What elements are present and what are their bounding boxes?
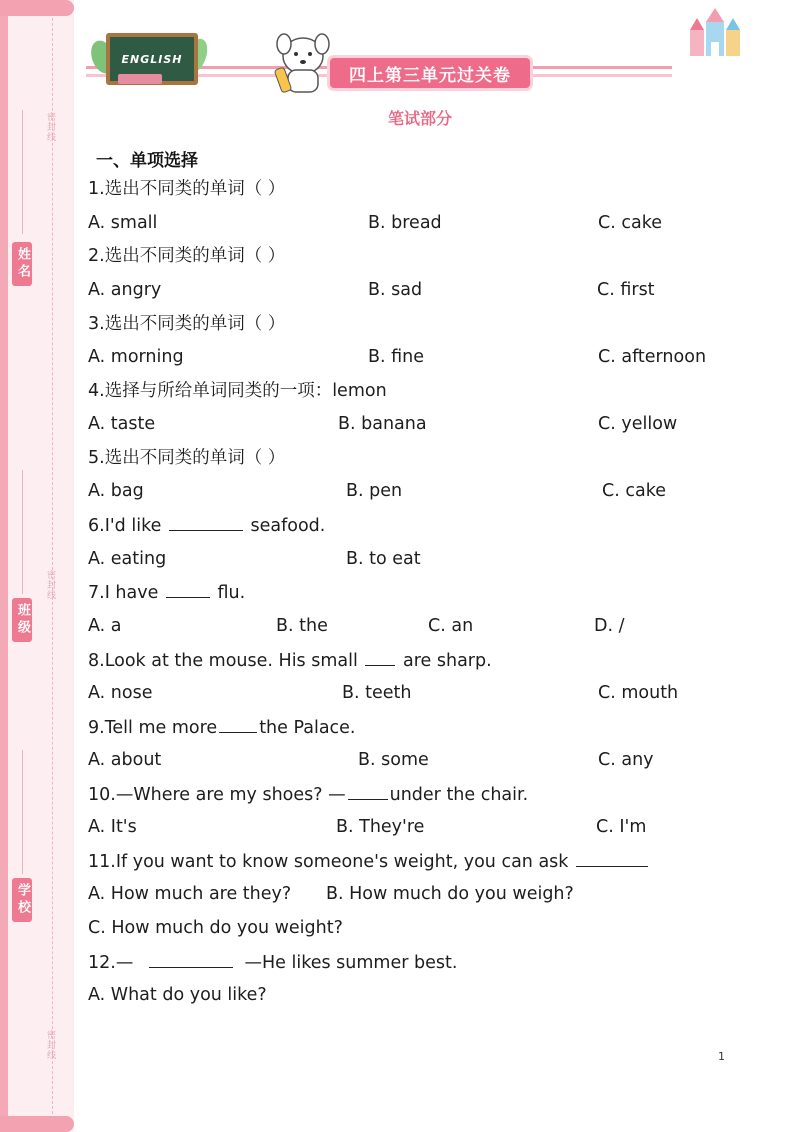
answer-blank[interactable]	[219, 716, 257, 733]
question-11-option-a: A. How much are they?	[88, 884, 292, 904]
question-11-option-c: C. How much do you weight?	[88, 918, 343, 938]
question-3-option-b: B. fine	[368, 347, 425, 367]
question-10-option-b: B. They're	[336, 817, 425, 837]
page-number: 1	[718, 1050, 725, 1063]
seal-dashed-line	[52, 18, 53, 1114]
answer-blank[interactable]	[149, 951, 233, 968]
books-icon	[118, 74, 162, 84]
answer-blank[interactable]	[365, 649, 395, 666]
binding-margin-edge	[0, 0, 8, 1132]
question-3-option-a: A. morning	[88, 347, 184, 367]
question-12-option-a: A. What do you like?	[88, 985, 267, 1005]
seal-text-middle: 密封线	[45, 570, 55, 600]
question-4-stem: 4.选择与所给单词同类的一项：lemon	[88, 381, 387, 401]
question-7-option-b: B. the	[276, 616, 328, 636]
question-12-stem	[88, 951, 457, 974]
question-5-stem: 5.选出不同类的单词（ ）	[88, 448, 286, 468]
question-10-stem	[88, 783, 528, 806]
exam-title: 四上第三单元过关卷	[330, 58, 530, 88]
question-10-option-a: A. It's	[88, 817, 137, 837]
binding-margin	[0, 0, 74, 1132]
school-write-line	[22, 750, 23, 874]
question-2-option-b: B. sad	[368, 280, 423, 300]
question-2-option-c: C. first	[597, 280, 655, 300]
question-1-option-c: C. cake	[598, 213, 662, 233]
question-8-option-a: A. nose	[88, 683, 153, 703]
question-6-stem	[88, 514, 325, 537]
question-4-option-a: A. taste	[88, 414, 156, 434]
question-5-option-c: C. cake	[602, 481, 666, 501]
question-9-stem-start: 9.Tell me more	[88, 718, 218, 738]
class-write-line	[22, 470, 23, 594]
castle-icon	[684, 6, 746, 60]
question-6-option-a: A. eating	[88, 549, 167, 569]
question-1-option-b: B. bread	[368, 213, 442, 233]
question-2-stem: 2.选出不同类的单词（ ）	[88, 246, 286, 266]
question-12-stem-start: 12.—	[88, 953, 134, 973]
question-5-option-a: A. bag	[88, 481, 144, 501]
question-3-option-c: C. afternoon	[598, 347, 707, 367]
answer-blank[interactable]	[348, 783, 388, 800]
question-8-stem	[88, 649, 492, 672]
question-8-stem-start: 8.Look at the mouse. His small	[88, 651, 358, 671]
question-4-option-b: B. banana	[338, 414, 427, 434]
name-label: 姓名	[12, 242, 32, 286]
answer-blank[interactable]	[169, 514, 243, 531]
seal-text-bottom: 密封线	[45, 1030, 55, 1060]
question-8-option-c: C. mouth	[598, 683, 679, 703]
question-1-option-a: A. small	[88, 213, 158, 233]
question-3-stem: 3.选出不同类的单词（ ）	[88, 314, 286, 334]
question-7-stem	[88, 581, 245, 604]
dog-mascot-icon	[272, 30, 334, 96]
question-10-stem-end: under the chair.	[389, 785, 529, 805]
question-1-stem: 1.选出不同类的单词（ ）	[88, 179, 286, 199]
part-title: 一、单项选择	[96, 151, 198, 171]
margin-tab-bottom	[0, 1116, 74, 1132]
answer-blank[interactable]	[166, 581, 210, 598]
school-label: 学校	[12, 878, 32, 922]
question-7-stem-end: flu.	[217, 583, 246, 603]
question-5-option-b: B. pen	[346, 481, 403, 501]
class-label: 班级	[12, 598, 32, 642]
question-10-stem-start: 10.—Where are my shoes? —	[88, 785, 346, 805]
question-6-option-b: B. to eat	[346, 549, 421, 569]
question-9-option-b: B. some	[358, 750, 429, 770]
question-9-stem	[88, 716, 356, 739]
question-11-stem	[88, 850, 650, 873]
question-12-stem-end: —He likes summer best.	[244, 953, 458, 973]
question-6-stem-start: 6.I'd like	[88, 516, 162, 536]
question-8-option-b: B. teeth	[342, 683, 412, 703]
question-7-option-a: A. a	[88, 616, 122, 636]
question-4-option-c: C. yellow	[598, 414, 678, 434]
seal-text-top: 密封线	[45, 112, 55, 142]
answer-blank[interactable]	[576, 850, 648, 867]
question-2-option-a: A. angry	[88, 280, 162, 300]
question-9-option-c: C. any	[598, 750, 654, 770]
question-9-stem-end: the Palace.	[259, 718, 356, 738]
question-11-option-b: B. How much do you weigh?	[326, 884, 574, 904]
section-title: 笔试部分	[387, 109, 452, 128]
question-9-option-a: A. about	[88, 750, 162, 770]
question-11-stem-start: 11.If you want to know someone's weight, you can ask	[88, 852, 569, 872]
question-7-option-c: C. an	[428, 616, 474, 636]
question-6-stem-end: seafood.	[250, 516, 326, 536]
question-8-stem-end: are sharp.	[403, 651, 492, 671]
question-10-option-c: C. I'm	[596, 817, 647, 837]
margin-tab-top	[0, 0, 74, 16]
question-7-option-d: D. /	[594, 616, 625, 636]
board-text: ENGLISH	[121, 52, 183, 66]
question-7-stem-start: 7.I have	[88, 583, 159, 603]
